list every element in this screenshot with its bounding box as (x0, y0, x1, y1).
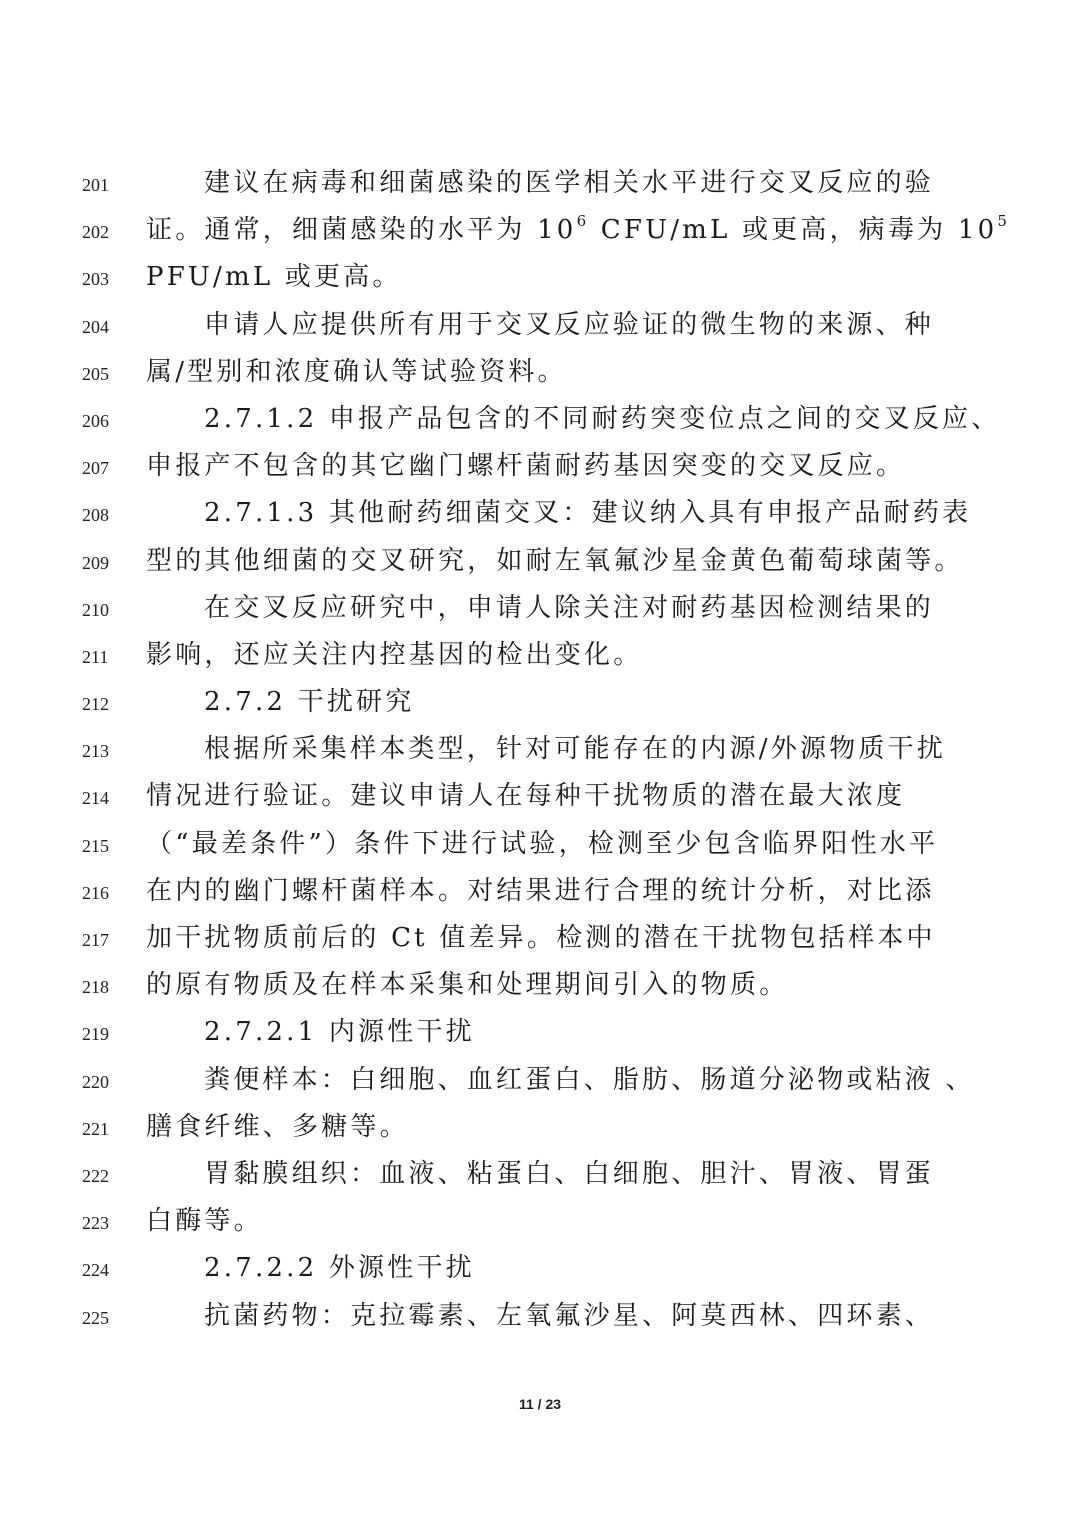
document-line (0, 1009, 1080, 1056)
document-line (0, 443, 1080, 490)
line-number: 216 (82, 882, 109, 903)
line-text: 2.7.2.2 外源性干扰 (204, 1253, 475, 1284)
line-number: 217 (82, 930, 109, 950)
document-line (0, 868, 1080, 915)
line-text: 2.7.1.2 申报产品包含的不同耐药突变位点之间的交叉反应、 (204, 403, 1001, 434)
document-line (0, 962, 1080, 1009)
line-number: 210 (82, 599, 109, 620)
line-number: 209 (82, 552, 109, 573)
document-line (0, 1245, 1080, 1292)
line-text: 申请人应提供所有用于交叉反应验证的微生物的来源、种 (204, 309, 935, 340)
line-number: 208 (82, 505, 109, 526)
line-text: 情况进行验证。建议申请人在每种干扰物质的潜在最大浓度 (146, 781, 906, 812)
line-number: 213 (82, 741, 109, 762)
line-text: 根据所采集样本类型，针对可能存在的内源/外源物质干扰 (204, 734, 946, 765)
line-number: 220 (82, 1071, 109, 1092)
line-number: 212 (82, 694, 109, 715)
line-text: 抗菌药物：克拉霉素、左氧氟沙星、阿莫西林、四环素、 (204, 1300, 935, 1331)
line-number: 219 (82, 1024, 109, 1045)
line-number: 223 (82, 1213, 109, 1234)
line-number: 221 (82, 1118, 109, 1139)
line-number: 222 (82, 1165, 109, 1186)
superscript-exponent: 6 (576, 211, 590, 230)
document-line (0, 1293, 1080, 1340)
document-line (0, 679, 1080, 726)
line-number: 214 (82, 788, 109, 809)
document-line (0, 302, 1080, 349)
line-number: 203 (82, 269, 109, 290)
document-line (0, 632, 1080, 679)
document-line (0, 773, 1080, 820)
line-number: 201 (82, 175, 109, 195)
document-line (0, 1151, 1080, 1198)
superscript-exponent: 5 (997, 211, 1011, 230)
line-text: 胃黏膜组织：血液、粘蛋白、白细胞、胆汁、胃液、胃蛋 (204, 1158, 935, 1189)
line-text (146, 211, 1011, 249)
line-text: 白酶等。 (146, 1206, 263, 1237)
line-text: 建议在病毒和细菌感染的医学相关水平进行交叉反应的验 (204, 168, 935, 198)
line-text-part: CFU/mL 或更高，病毒为 10 (589, 215, 998, 246)
line-text: 在交叉反应研究中，申请人除关注对耐药基因检测结果的 (204, 592, 935, 623)
document-line (0, 1198, 1080, 1245)
line-number: 224 (82, 1260, 109, 1281)
line-number: 204 (82, 316, 109, 337)
document-line (0, 538, 1080, 585)
document-line (0, 585, 1080, 632)
document-body (0, 160, 1080, 1340)
line-number: 202 (82, 222, 109, 243)
line-number: 205 (82, 363, 109, 384)
line-text: 加干扰物质前后的 Ct 值差异。检测的潜在干扰物包括样本中 (146, 923, 936, 953)
line-number: 218 (82, 977, 109, 998)
line-text: 2.7.2 干扰研究 (204, 687, 415, 718)
document-line (0, 396, 1080, 443)
line-text: 2.7.2.1 内源性干扰 (204, 1017, 475, 1048)
document-line (0, 207, 1080, 254)
line-text: 申报产不包含的其它幽门螺杆菌耐药基因突变的交叉反应。 (146, 451, 906, 482)
document-line (0, 160, 1080, 207)
line-text: 膳食纤维、多糖等。 (146, 1111, 409, 1142)
line-text: 影响，还应关注内控基因的检出变化。 (146, 639, 643, 670)
line-number: 225 (82, 1307, 109, 1328)
line-text: 在内的幽门螺杆菌样本。对结果进行合理的统计分析，对比添 (146, 875, 935, 906)
line-number: 215 (82, 835, 109, 856)
line-text: 粪便样本：白细胞、血红蛋白、脂肪、肠道分泌物或粘液 、 (204, 1064, 975, 1095)
document-line (0, 726, 1080, 773)
line-text: 属/型别和浓度确认等试验资料。 (146, 356, 567, 387)
document-line (0, 1057, 1080, 1104)
line-text: 的原有物质及在样本采集和处理期间引入的物质。 (146, 970, 789, 1001)
document-line (0, 915, 1080, 962)
line-number: 211 (82, 646, 109, 667)
line-text: 2.7.1.3 其他耐药细菌交叉：建议纳入具有申报产品耐药表 (204, 498, 972, 529)
line-text: 型的其他细菌的交叉研究，如耐左氧氟沙星金黄色葡萄球菌等。 (146, 545, 964, 576)
document-line (0, 349, 1080, 396)
document-line (0, 1104, 1080, 1151)
line-text: （“最差条件”）条件下进行试验，检测至少包含临界阳性水平 (146, 828, 939, 859)
page-number: 11 / 23 (518, 1396, 562, 1412)
line-number: 207 (82, 458, 109, 479)
document-line (0, 254, 1080, 301)
document-line (0, 821, 1080, 868)
line-text: PFU/mL 或更高。 (146, 262, 402, 293)
line-number: 206 (82, 410, 109, 431)
document-line (0, 490, 1080, 537)
line-text-part: 证。通常，细菌感染的水平为 10 (146, 215, 577, 246)
